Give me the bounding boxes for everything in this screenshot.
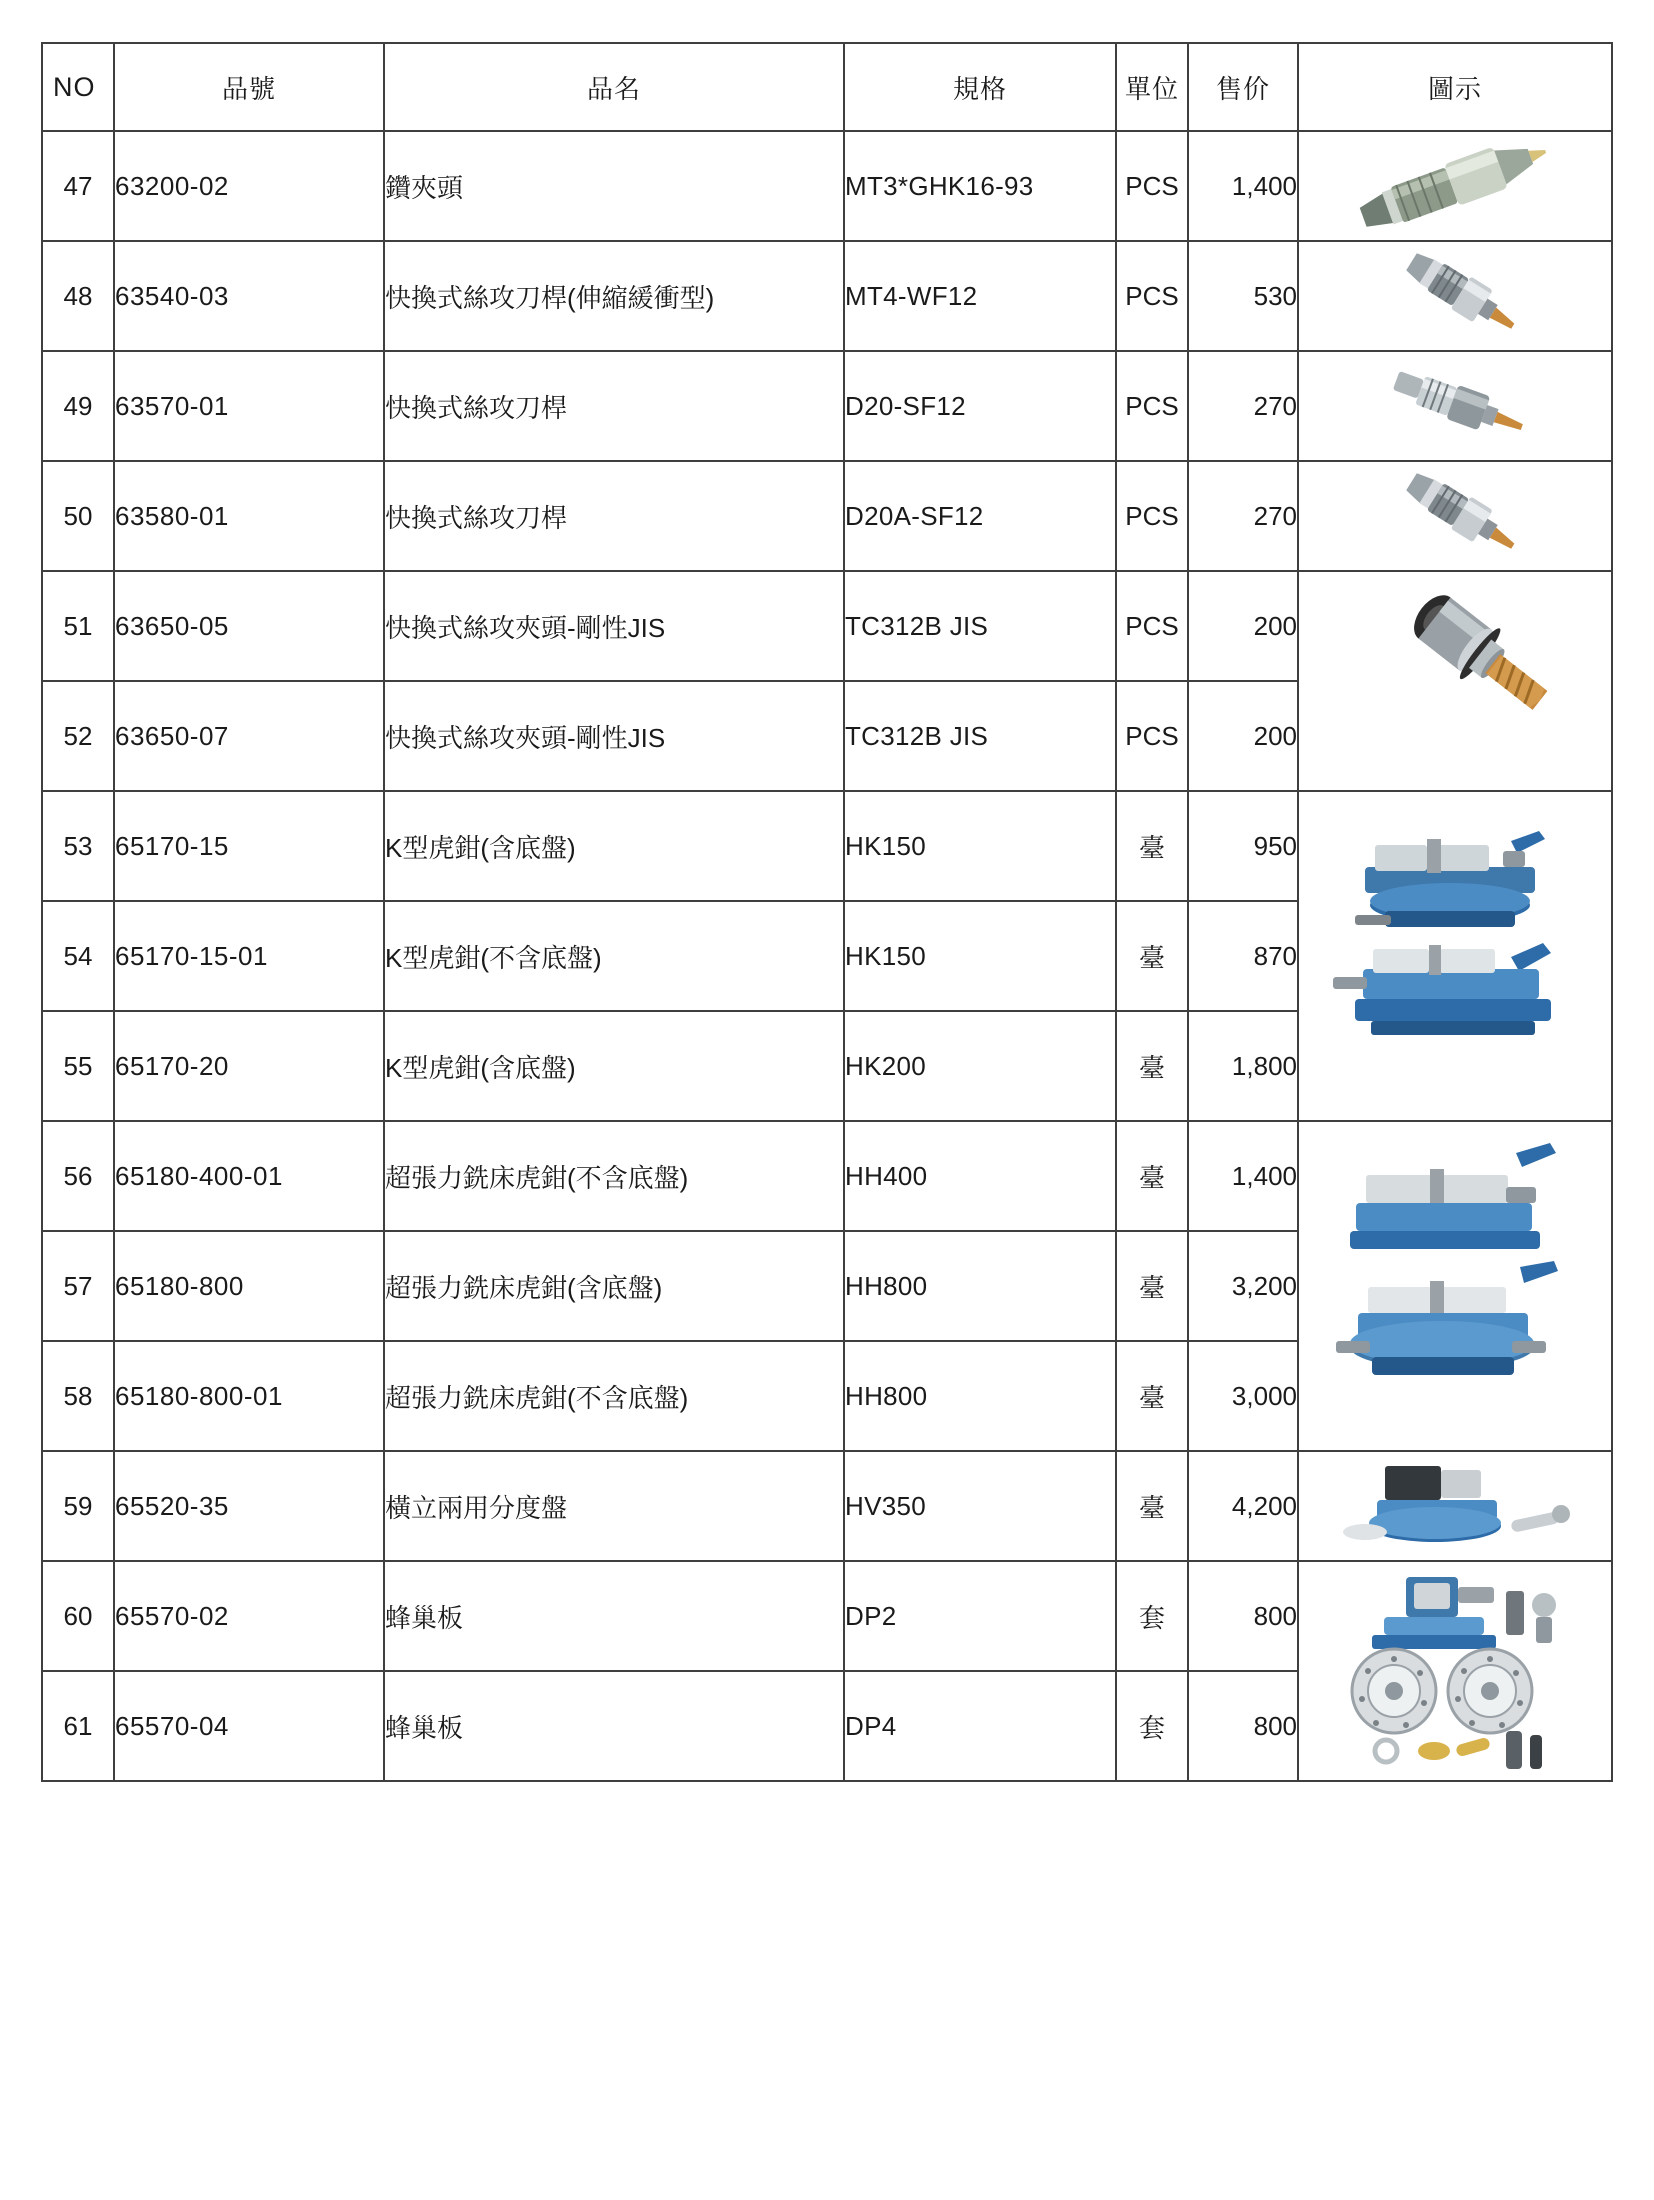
header-unit: 單位 [1116,43,1188,131]
cell-image [1298,241,1612,351]
cell-code: 63200-02 [114,131,384,241]
table-header [42,43,1612,131]
cell-code: 65570-02 [114,1561,384,1671]
cell-price: 270 [1188,351,1298,461]
table-row [42,241,1612,351]
cell-unit: 臺 [1116,1231,1188,1341]
cell-price: 3,000 [1188,1341,1298,1451]
cell-no: 54 [42,901,114,1011]
cell-name: 蜂巢板 [384,1671,844,1781]
table-row [42,1121,1612,1231]
cell-spec: HK200 [844,1011,1116,1121]
cell-name: 快換式絲攻刀桿 [384,461,844,571]
k-vise-icon [1299,792,1611,1120]
cell-name: 鑽夾頭 [384,131,844,241]
cell-code: 65570-04 [114,1671,384,1781]
cell-name: K型虎鉗(含底盤) [384,1011,844,1121]
cell-name: 蜂巢板 [384,1561,844,1671]
cell-price: 1,400 [1188,131,1298,241]
tap-holder-icon [1299,352,1611,460]
cell-name: 超張力銑床虎鉗(不含底盤) [384,1341,844,1451]
cell-name: 快換式絲攻刀桿 [384,351,844,461]
cell-no: 56 [42,1121,114,1231]
cell-price: 200 [1188,571,1298,681]
cell-name: 超張力銑床虎鉗(含底盤) [384,1231,844,1341]
cell-price: 800 [1188,1671,1298,1781]
cell-spec: HH800 [844,1231,1116,1341]
cell-unit: 臺 [1116,1451,1188,1561]
tap-holder-icon [1299,242,1611,350]
header-spec: 規格 [844,43,1116,131]
cell-no: 51 [42,571,114,681]
cell-image [1298,1121,1612,1451]
cell-price: 4,200 [1188,1451,1298,1561]
cell-image [1298,131,1612,241]
header-price: 售价 [1188,43,1298,131]
cell-name: K型虎鉗(不含底盤) [384,901,844,1011]
cell-unit: PCS [1116,241,1188,351]
cell-spec: HH800 [844,1341,1116,1451]
cell-unit: 套 [1116,1561,1188,1671]
cell-spec: MT4-WF12 [844,241,1116,351]
cell-no: 58 [42,1341,114,1451]
cell-code: 65180-800 [114,1231,384,1341]
cell-price: 870 [1188,901,1298,1011]
cell-spec: TC312B JIS [844,571,1116,681]
tap-collet-icon [1299,572,1611,790]
drill-chuck-icon [1299,132,1611,240]
table-row [42,461,1612,571]
cell-price: 1,400 [1188,1121,1298,1231]
cell-unit: PCS [1116,571,1188,681]
product-price-table [41,42,1613,1782]
header-name: 品名 [384,43,844,131]
tap-holder-icon [1299,462,1611,570]
cell-spec: DP2 [844,1561,1116,1671]
cell-price: 200 [1188,681,1298,791]
table-row [42,571,1612,681]
cell-spec: DP4 [844,1671,1116,1781]
cell-price: 270 [1188,461,1298,571]
cell-spec: HK150 [844,901,1116,1011]
cell-no: 60 [42,1561,114,1671]
cell-code: 63650-07 [114,681,384,791]
dividing-plate-icon [1299,1562,1611,1780]
cell-code: 65520-35 [114,1451,384,1561]
cell-spec: HV350 [844,1451,1116,1561]
cell-unit: 套 [1116,1671,1188,1781]
cell-price: 530 [1188,241,1298,351]
cell-no: 59 [42,1451,114,1561]
cell-name: 快換式絲攻刀桿(伸縮緩衝型) [384,241,844,351]
cell-spec: MT3*GHK16-93 [844,131,1116,241]
cell-unit: PCS [1116,461,1188,571]
cell-no: 53 [42,791,114,901]
cell-spec: D20-SF12 [844,351,1116,461]
cell-code: 65180-400-01 [114,1121,384,1231]
cell-image [1298,791,1612,1121]
cell-code: 63650-05 [114,571,384,681]
cell-no: 49 [42,351,114,461]
cell-spec: D20A-SF12 [844,461,1116,571]
cell-no: 47 [42,131,114,241]
cell-image [1298,351,1612,461]
cell-name: 快換式絲攻夾頭-剛性JIS [384,571,844,681]
cell-unit: PCS [1116,131,1188,241]
cell-image [1298,1451,1612,1561]
cell-unit: PCS [1116,681,1188,791]
cell-name: 橫立兩用分度盤 [384,1451,844,1561]
table-row [42,351,1612,461]
cell-no: 61 [42,1671,114,1781]
cell-unit: 臺 [1116,1121,1188,1231]
cell-image [1298,571,1612,791]
cell-code: 63540-03 [114,241,384,351]
cell-code: 65170-15-01 [114,901,384,1011]
cell-no: 57 [42,1231,114,1341]
cell-price: 1,800 [1188,1011,1298,1121]
table-body [42,131,1612,1781]
cell-no: 55 [42,1011,114,1121]
header-code: 品號 [114,43,384,131]
cell-code: 63580-01 [114,461,384,571]
cell-code: 65170-15 [114,791,384,901]
cell-spec: HK150 [844,791,1116,901]
table-row [42,1451,1612,1561]
cell-unit: 臺 [1116,1011,1188,1121]
cell-unit: 臺 [1116,791,1188,901]
cell-code: 65170-20 [114,1011,384,1121]
cell-name: 快換式絲攻夾頭-剛性JIS [384,681,844,791]
cell-unit: PCS [1116,351,1188,461]
cell-no: 50 [42,461,114,571]
cell-price: 3,200 [1188,1231,1298,1341]
cell-name: K型虎鉗(含底盤) [384,791,844,901]
cell-price: 800 [1188,1561,1298,1671]
cell-unit: 臺 [1116,901,1188,1011]
cell-spec: TC312B JIS [844,681,1116,791]
cell-code: 65180-800-01 [114,1341,384,1451]
table-row [42,791,1612,901]
header-image: 圖示 [1298,43,1612,131]
cell-no: 52 [42,681,114,791]
cell-price: 950 [1188,791,1298,901]
index-table-icon [1299,1452,1611,1560]
cell-image [1298,1561,1612,1781]
header-no: NO [42,43,114,131]
cell-code: 63570-01 [114,351,384,461]
mill-vise-icon [1299,1122,1611,1450]
cell-no: 48 [42,241,114,351]
table-row [42,1561,1612,1671]
cell-name: 超張力銑床虎鉗(不含底盤) [384,1121,844,1231]
header-row [42,43,1612,131]
cell-spec: HH400 [844,1121,1116,1231]
table-row [42,131,1612,241]
cell-unit: 臺 [1116,1341,1188,1451]
cell-image [1298,461,1612,571]
